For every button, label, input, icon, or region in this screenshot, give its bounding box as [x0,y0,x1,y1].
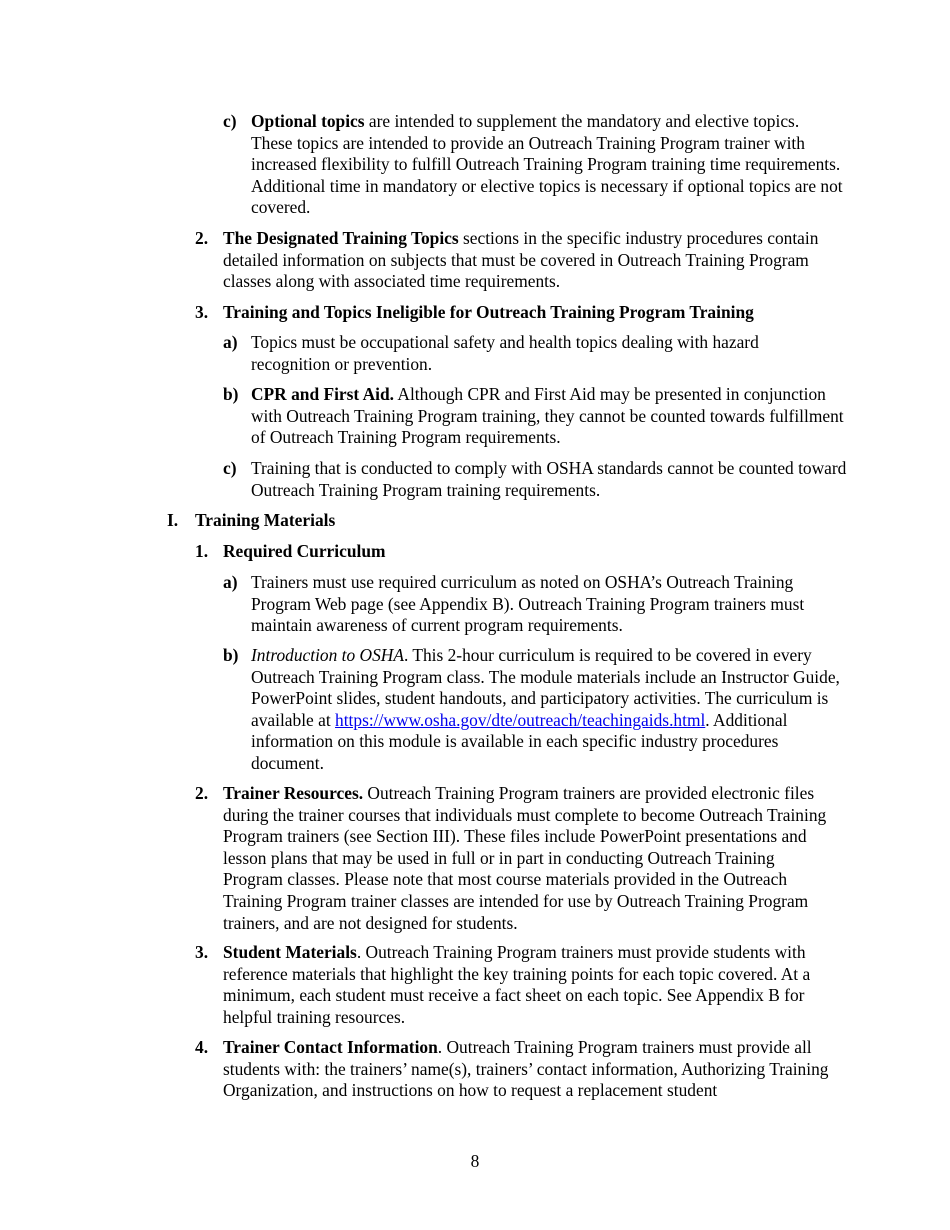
paragraph-text: . This 2-hour curriculum is required to be covered in every Outreach Training Program class. The module materials include an Instructor Guide, PowerPoint slides, student handouts, and participatory activities. The curriculum is available at [251,645,840,730]
section-training-materials [167,510,835,532]
paragraph-text: sections in the specific industry procedures contain detailed information on subjects that must be covered in Outreach Training Program classes along with associated time requirements. [223,228,819,292]
list-item-introduction-to-osha [223,645,851,775]
paragraph-text: . Outreach Training Program trainers must provide all students with: the trainers’ name(s), trainers’ contact information, Authorizing Training Organization, and instructions on how to request a replacement student [223,1037,829,1101]
list-item-osha-standards [223,458,851,501]
list-item-trainer-resources [195,783,835,934]
list-marker: b) [223,645,239,665]
list-item-hazard-recognition [223,332,833,375]
paragraph [223,1037,845,1102]
list-marker: c) [223,111,237,131]
paragraph: Topics must be occupational safety and health topics dealing with hazard recognition or prevention. [251,332,759,374]
list-marker: a) [223,572,238,592]
paragraph [251,384,851,449]
list-item-cpr-first-aid [223,384,851,449]
bold-term: CPR and First Aid. [251,384,395,404]
paragraph [223,228,833,293]
list-marker: 2. [195,783,209,803]
paragraph [251,111,843,219]
list-item-optional-topics [223,111,843,219]
list-item-designated-training-topics [195,228,833,293]
list-item-ineligible-topics [195,302,863,324]
page-number: 8 [470,1151,480,1171]
italic-title: Introduction to OSHA [251,645,404,665]
list-marker: 3. [195,942,209,962]
list-marker: 4. [195,1037,209,1057]
paragraph-text: Outreach Training Program trainers are provided electronic files during the trainer courses that individuals must complete to become Outreach Training Program trainers (see Section III). These files include PowerPoint presentations and lesson plans that may be used in full or in part in conducting Outreach Training Program classes. Please note that most course materials provided in the Outreach Training Program trainer classes are intended for use by Outreach Training Program trainers, and are not designed for students. [223,783,827,933]
list-item-trainer-contact-information [195,1037,845,1102]
bold-term: Trainer Resources. [223,783,364,803]
list-marker: a) [223,332,238,352]
section-heading: Training Materials [195,510,336,530]
list-marker: 2. [195,228,209,248]
list-marker: 3. [195,302,209,322]
list-marker: b) [223,384,239,404]
bold-term: Optional topics [251,111,365,131]
subheading: Training and Topics Ineligible for Outreach Training Program Training [223,302,754,322]
bold-term: Trainer Contact Information [223,1037,438,1057]
list-item-student-materials [195,942,833,1028]
bold-term: The Designated Training Topics [223,228,459,248]
list-marker: c) [223,458,237,478]
paragraph [251,645,851,775]
paragraph: Trainers must use required curriculum as noted on OSHA’s Outreach Training Program Web page (see Appendix B). Outreach Training Program trainers must maintain awareness of current program requirements. [251,572,805,636]
bold-term: Student Materials [223,942,357,962]
list-item-required-curriculum-a [223,572,851,637]
paragraph-text: . Outreach Training Program trainers must provide students with reference materials that highlight the key training points for each topic covered. At a minimum, each student must receive a fact sheet on each topic. See Appendix B for helpful training resources. [223,942,811,1027]
paragraph-text: . Additional information on this module is available in each specific industry procedures document. [251,709,788,773]
list-item-required-curriculum [195,541,833,563]
paragraph [223,783,835,934]
list-marker: 1. [195,541,209,561]
paragraph [223,942,833,1028]
section-marker: I. [167,510,179,530]
paragraph-text: are intended to supplement the mandatory and elective topics. These topics are intended to provide an Outreach Training Program trainer with increased flexibility to fulfill Outreach Training Program training time requirements. Additional time in mandatory or elective topics is necessary if optional topics are not covered. [251,111,843,218]
teaching-aids-link[interactable]: https://www.osha.gov/dte/outreach/teachingaids.html [335,709,706,730]
subheading: Required Curriculum [223,541,386,561]
paragraph: Training that is conducted to comply with OSHA standards cannot be counted toward Outreach Training Program training requirements. [251,458,847,500]
paragraph-text: Although CPR and First Aid may be presented in conjunction with Outreach Training Program training, they cannot be counted towards fulfillment of Outreach Training Program requirements. [251,384,844,448]
